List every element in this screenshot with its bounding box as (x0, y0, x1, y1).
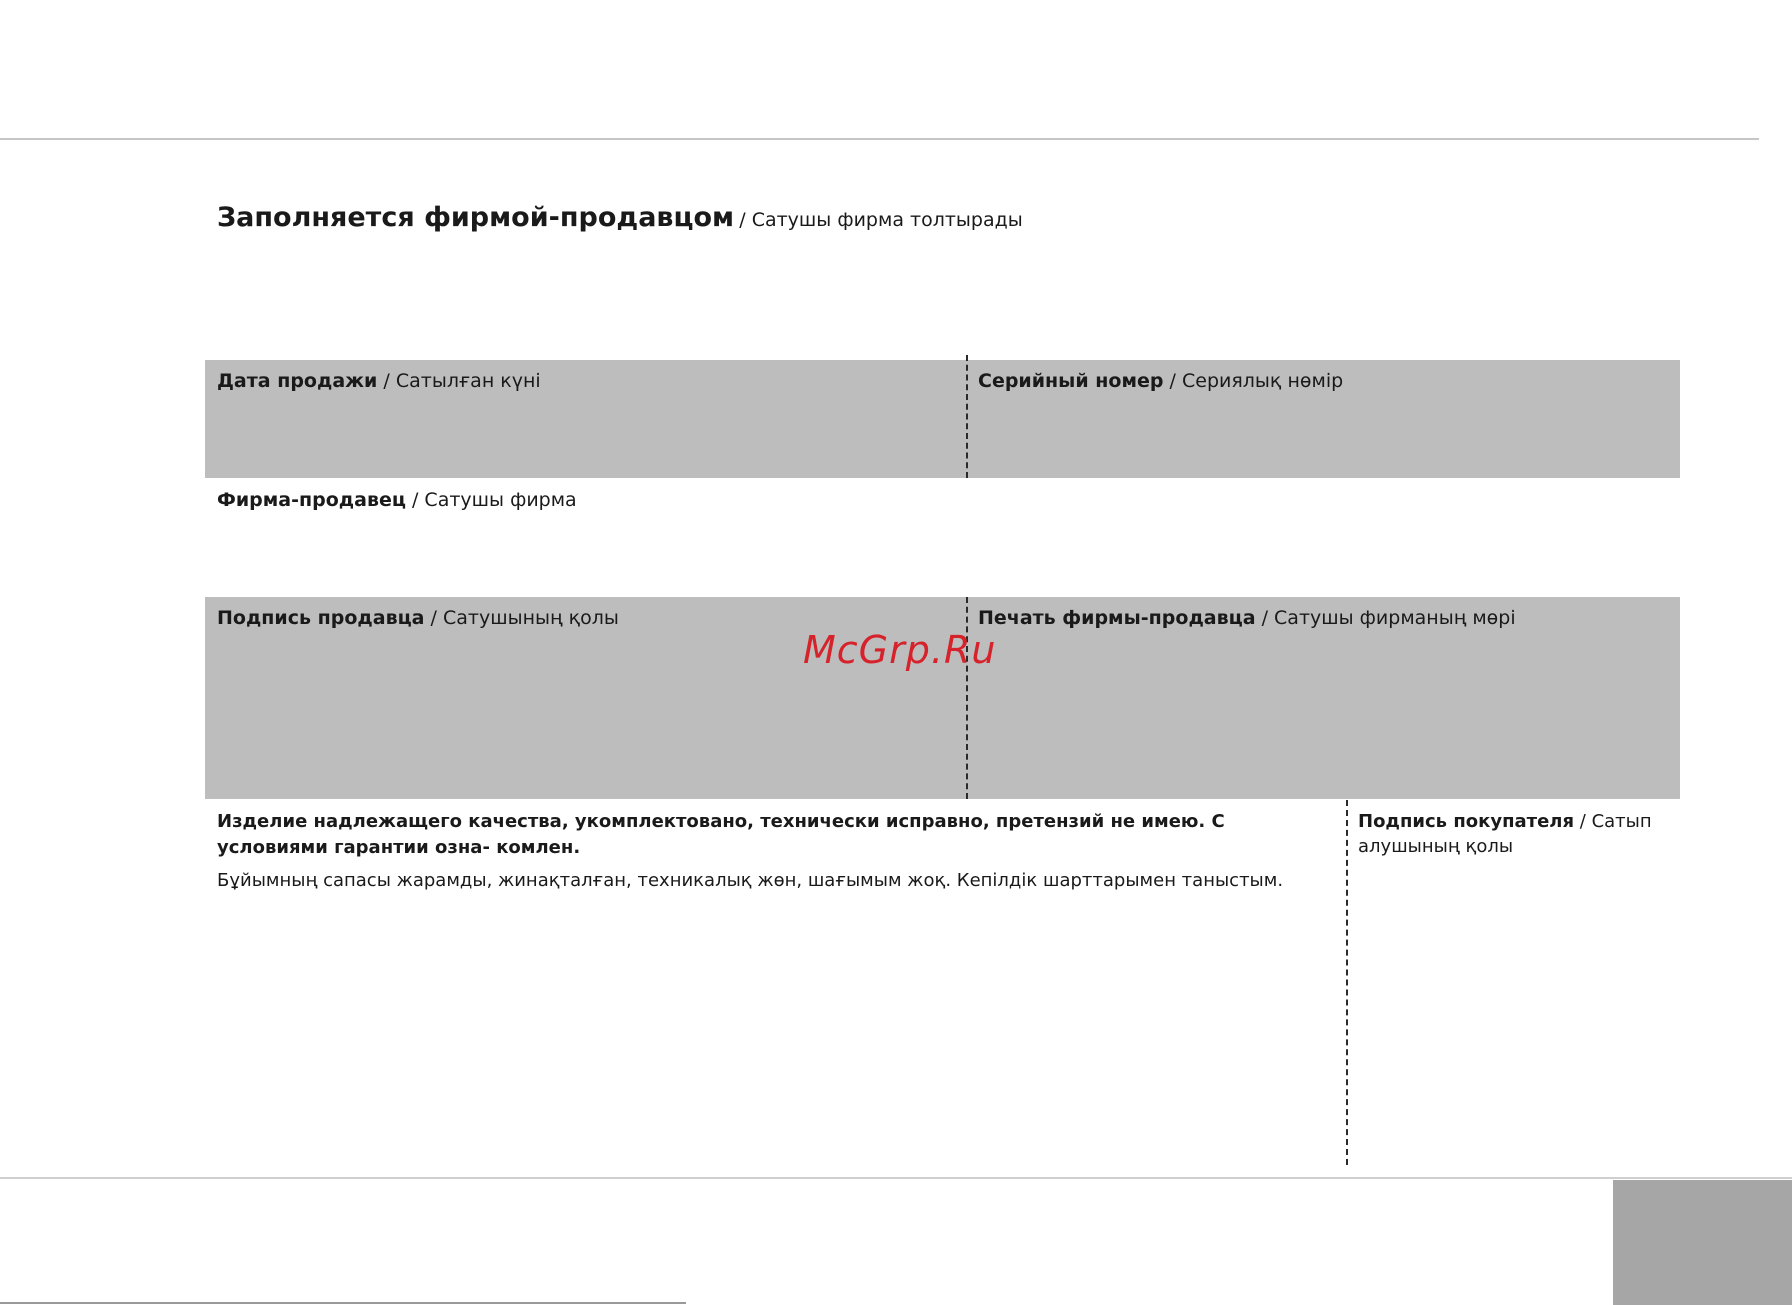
statement-kz: Бұйымның сапасы жарамды, жинақталған, техникалық жөн, шағымым жоқ. Кепілдік шарттарымен таныстым. (217, 870, 1284, 891)
label-separator: / (1255, 607, 1275, 629)
buyer-statement (217, 809, 1337, 893)
title-ru: Заполняется фирмой-продавцом (217, 202, 735, 233)
buyer-signature-field[interactable] (1358, 809, 1658, 859)
serial-number-label-ru: Серийный номер (978, 370, 1164, 392)
seller-signature-label-ru: Подпись продавца (217, 607, 425, 629)
statement-ru: Изделие надлежащего качества, укомплектовано, технически исправно, претензий не имею. С условиями гарантии озна- комлен. (217, 811, 1225, 858)
cut-line-3 (1346, 800, 1348, 1165)
seller-stamp-label-kz: Сатушы фирманың мөрі (1274, 607, 1516, 629)
buyer-signature-label-kz: Сатып алушының қолы (1358, 811, 1652, 857)
bottom-edge-rule (0, 1302, 686, 1304)
top-rule (0, 138, 1759, 140)
seller-company-field[interactable] (217, 489, 577, 511)
bottom-rule (0, 1177, 1792, 1179)
label-separator: / (1163, 370, 1182, 392)
label-separator: / (424, 607, 443, 629)
label-separator: / (377, 370, 396, 392)
seller-signature-label-kz: Сатушының қолы (443, 607, 619, 629)
serial-number-label-kz: Сериялық нөмір (1181, 370, 1344, 392)
title-separator: / (739, 209, 752, 231)
page-corner-tab (1613, 1180, 1792, 1305)
watermark: McGrp.Ru (803, 628, 997, 672)
seller-stamp-field[interactable] (978, 607, 1516, 629)
seller-company-label-ru: Фирма-продавец (217, 489, 406, 511)
sale-date-label-kz: Сатылған күні (395, 370, 541, 392)
seller-company-label-kz: Сатушы фирма (424, 489, 577, 511)
sale-date-field[interactable] (217, 370, 541, 392)
page-title (217, 202, 1023, 233)
buyer-signature-label-ru: Подпись покупателя (1358, 811, 1575, 832)
seller-signature-field[interactable] (217, 607, 619, 629)
label-separator: / (405, 489, 425, 511)
sale-date-label-ru: Дата продажи (217, 370, 378, 392)
label-separator: / (1574, 811, 1592, 832)
seller-stamp-label-ru: Печать фирмы-продавца (978, 607, 1256, 629)
title-kz: Сатушы фирма толтырады (751, 209, 1023, 231)
cut-line-1 (966, 355, 968, 478)
serial-number-field[interactable] (978, 370, 1343, 392)
